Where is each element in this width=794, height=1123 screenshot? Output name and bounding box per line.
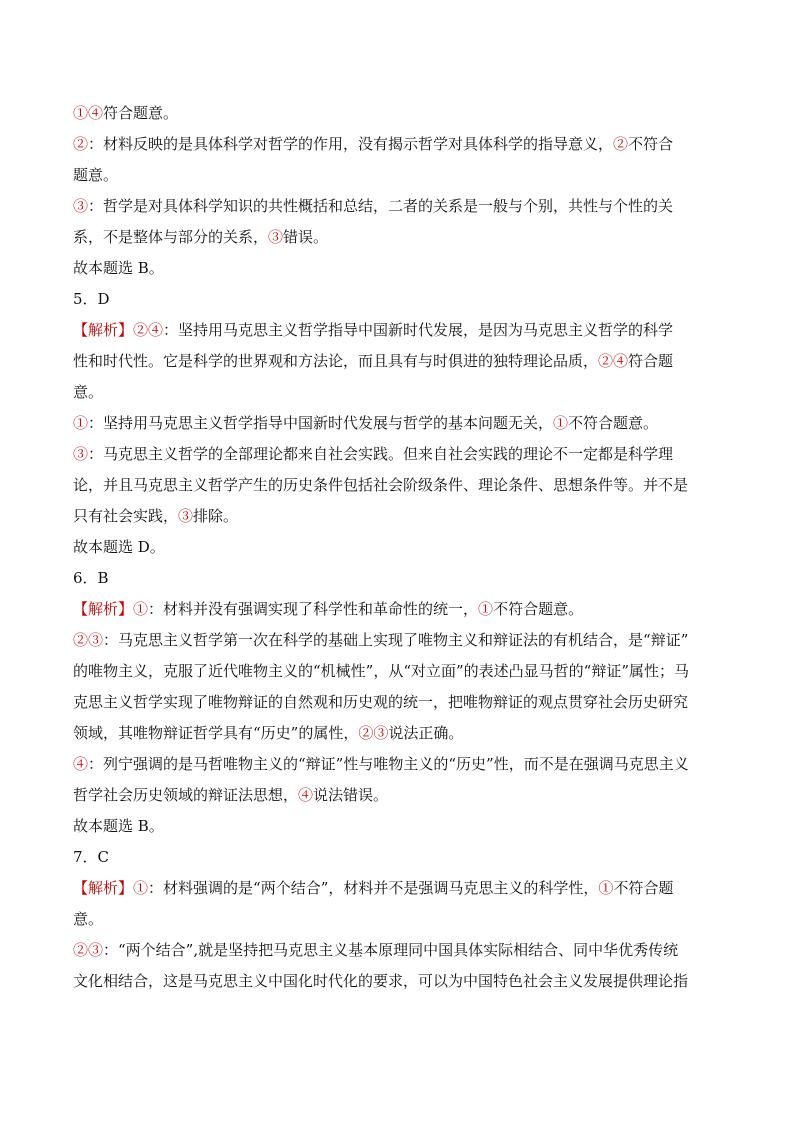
text-run: 排除。 [193,507,239,525]
text-line [73,470,721,501]
text-line [73,160,721,191]
text-line [73,222,721,253]
text-run: 故本题选 B。 [73,259,164,277]
option-marker: ④ [73,755,89,773]
text-line [73,904,721,935]
text-run: 7．C [73,848,110,866]
option-marker: ②④ [133,321,164,339]
text-line [73,377,721,408]
text-line [73,253,721,284]
text-line [73,749,721,780]
text-run: 说法正确。 [388,724,464,742]
text-line [73,501,721,532]
text-line [73,346,721,377]
option-marker: ①④ [73,104,104,122]
option-marker: 【解析】 [73,600,134,618]
option-marker: ③ [73,197,89,215]
text-line [73,98,721,129]
text-run: ：坚持用马克思主义哲学指导中国新时代发展与哲学的基本问题无关， [88,414,554,432]
option-marker: ③ [178,507,194,525]
text-run: ：哲学是对具体科学知识的共性概括和总结，二者的关系是一般与个别，共性与个性的关 [88,197,674,215]
text-line [73,656,721,687]
text-run: ：马克思主义哲学第一次在科学的基础上实现了唯物主义和辩证法的有机结合，是“辩证” [103,631,689,649]
option-marker: ④ [298,786,314,804]
text-run: 文化相结合，这是马克思主义中国化时代化的要求，可以为中国特色社会主义发展提供理论指 [73,972,689,990]
text-run: ：列宁强调的是马哲唯物主义的“辩证”性与唯物主义的“历史”性，而不是在强调马克思主义 [88,755,689,773]
text-run: 性和时代性。它是科学的世界观和方法论，而且具有与时俱进的独特理论品质， [73,352,599,370]
option-marker: ③ [268,228,284,246]
text-run: 错误。 [283,228,329,246]
text-run: 的唯物主义，克服了近代唯物主义的“机械性”，从“对立面”的表述凸显马哲的“辩证”属性；马 [73,662,690,680]
option-marker: ① [478,600,494,618]
text-line [73,811,721,842]
text-line [73,191,721,222]
text-line [73,284,721,315]
text-line [73,315,721,346]
text-run: 不符合题意。 [493,600,584,618]
text-run: 5．D [73,290,110,308]
text-run: ：坚持用马克思主义哲学指导中国新时代发展，是因为马克思主义哲学的科学 [163,321,674,339]
option-marker: ① [73,414,89,432]
option-marker: 【解析】 [73,879,134,897]
text-line [73,718,721,749]
text-line [73,563,721,594]
text-run: 6．B [73,569,109,587]
text-run: 不符合 [628,135,674,153]
text-run: 符合题 [628,352,674,370]
text-run: 哲学社会历史领域的辩证法思想， [73,786,299,804]
text-run: 故本题选 D。 [73,538,165,556]
option-marker: ① [133,879,149,897]
text-line [73,532,721,563]
text-run: 论，并且马克思主义哲学产生的历史条件包括社会阶级条件、理论条件、思想条件等。并不是 [73,476,689,494]
text-line [73,439,721,470]
text-run: 意。 [73,910,104,928]
text-run: ：马克思主义哲学的全部理论都来自社会实践。但来自社会实践的理论不一定都是科学理 [88,445,674,463]
option-marker: ②④ [598,352,629,370]
text-run: 系，不是整体与部分的关系， [73,228,269,246]
text-run: 只有社会实践， [73,507,179,525]
text-line [73,408,721,439]
option-marker: ② [73,135,89,153]
option-marker: ① [598,879,614,897]
text-run: ：材料并没有强调实现了科学性和革命性的统一， [148,600,479,618]
text-run: 题意。 [73,166,119,184]
option-marker: 【解析】 [73,321,134,339]
option-marker: ②③ [73,631,104,649]
text-line [73,687,721,718]
option-marker: ③ [73,445,89,463]
text-line [73,873,721,904]
option-marker: ②③ [73,941,104,959]
option-marker: ②③ [358,724,389,742]
text-run: 说法错误。 [313,786,389,804]
text-run: 不符合题意。 [568,414,659,432]
text-run: 意。 [73,383,104,401]
option-marker: ② [613,135,629,153]
text-line [73,594,721,625]
text-line [73,129,721,160]
text-run: ：材料强调的是“两个结合”，材料并不是强调马克思主义的科学性， [148,879,599,897]
text-line [73,625,721,656]
text-line [73,935,721,966]
text-line [73,780,721,811]
option-marker: ① [133,600,149,618]
text-run: 克思主义哲学实现了唯物辩证的自然观和历史观的统一，把唯物辩证的观点贯穿社会历史研究 [73,693,689,711]
text-run: ：“两个结合”,就是坚持把马克思主义基本原理同中国具体实际相结合、同中华优秀传统 [103,941,679,959]
text-run: 领域，其唯物辩证哲学具有“历史”的属性， [73,724,359,742]
text-run: 符合题意。 [103,104,179,122]
text-run: 故本题选 B。 [73,817,164,835]
option-marker: ① [553,414,569,432]
answer-explanations [73,98,721,997]
text-line [73,842,721,873]
text-line [73,966,721,997]
text-run: ：材料反映的是具体科学对哲学的作用，没有揭示哲学对具体科学的指导意义， [88,135,614,153]
text-run: 不符合题 [613,879,674,897]
